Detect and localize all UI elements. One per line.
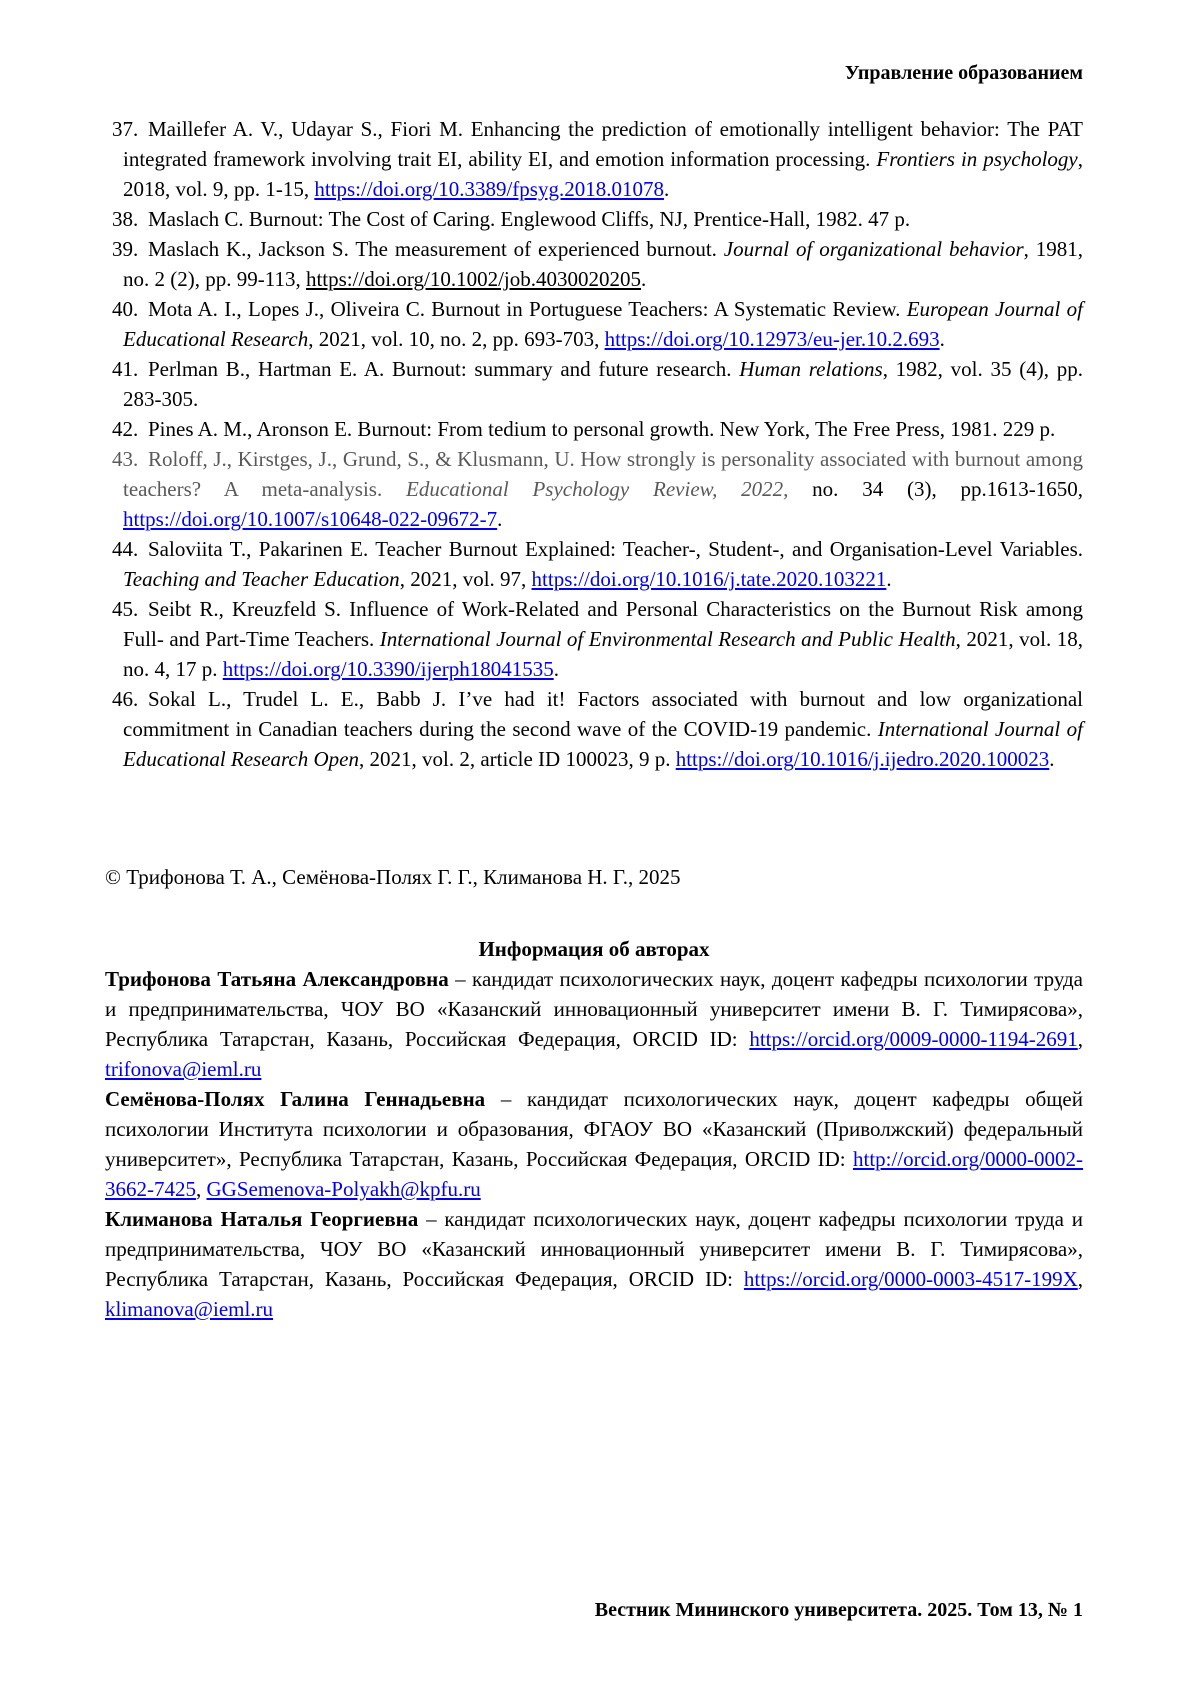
text-segment: Roloff, J., Kirstges, J., Grund, S., & Klusmann, U. How strongly is personality associated with burnout among teachers? A meta-analysis. (123, 447, 1083, 501)
reference-number: 40. (112, 297, 139, 321)
text-segment: International Journal of Educational Research Open (123, 717, 1083, 771)
text-segment: – кандидат психологических наук, доцент кафедры общей психологии Института психологии и образования, ФГАОУ ВО «Казанский (Приволжский) федеральный университет», Республика Татарстан, Казань, Российская Федерация, ORCID ID: (105, 1087, 1083, 1171)
author-name: Семёнова-Полях Галина Геннадьевна (105, 1087, 486, 1111)
doi-link[interactable]: https://doi.org/10.3390/ijerph18041535 (222, 657, 554, 681)
text-segment: , 2021, vol. 10, no. 2, pp. 693-703, (308, 327, 605, 351)
reference-item (112, 234, 1083, 294)
reference-item (112, 684, 1083, 774)
doi-link[interactable]: https://doi.org/10.1007/s10648-022-09672-7 (123, 507, 498, 531)
text-segment: . (939, 327, 945, 351)
text-segment: no. 34 (3), pp.1613-1650, (788, 477, 1083, 501)
doi-link[interactable]: https://doi.org/10.1016/j.ijedro.2020.100023 (675, 747, 1050, 771)
running-header: Управление образованием (844, 62, 1083, 84)
authors-info-block (105, 964, 1083, 1324)
text-segment: Maslach K., Jackson S. The measurement of experienced burnout. (148, 237, 724, 261)
text-segment: Mota A. I., Lopes J., Oliveira C. Burnout in Portuguese Teachers: A Systematic Review. (148, 297, 907, 321)
author-info (105, 1084, 1083, 1204)
text-segment: , (1077, 1267, 1083, 1291)
reference-item (112, 414, 1083, 444)
reference-number: 45. (112, 597, 139, 621)
text-segment: Educational Psychology Review, 2022, (406, 477, 789, 501)
reference-number: 44. (112, 537, 139, 561)
text-segment: . (553, 657, 559, 681)
reference-item (112, 594, 1083, 684)
reference-number: 46. (112, 687, 139, 711)
reference-number: 39. (112, 237, 139, 261)
reference-item (112, 534, 1083, 594)
author-info (105, 964, 1083, 1084)
text-segment: – кандидат психологических наук, доцент кафедры психологии труда и предпринимательства, ЧОУ ВО «Казанский инновационный университет имени В. Г. Тимирясова», Республика Татарстан, Казань, Российская Федерация, ORCID ID: (105, 967, 1084, 1051)
text-segment: Maslach C. Burnout: The Cost of Caring. Englewood Cliffs, NJ, Prentice-Hall, 1982. 47 p. (148, 207, 911, 231)
text-segment: . (641, 267, 647, 291)
reference-number: 37. (112, 117, 139, 141)
reference-number: 38. (112, 207, 139, 231)
text-segment: Saloviita T., Pakarinen E. Teacher Burnout Explained: Teacher-, Student-, and Organisation-Level Variables. (148, 537, 1083, 561)
reference-number: 41. (112, 357, 139, 381)
journal-footer: Вестник Мининского университета. 2025. Том 13, № 1 (594, 1599, 1083, 1621)
text-segment: Maillefer A. V., Udayar S., Fiori M. Enhancing the prediction of emotionally intelligent behavior: The PAT integrated framework involving trait EI, ability EI, and emotion information processing. (123, 117, 1083, 171)
orcid-link[interactable]: http://orcid.org/0000-0002-3662-7425 (105, 1147, 1083, 1201)
doi-link[interactable]: https://doi.org/10.1002/job.4030020205 (305, 267, 641, 291)
text-segment: . (886, 567, 892, 591)
text-segment: Teaching and Teacher Education (123, 567, 400, 591)
copyright-line: © Трифонова Т. А., Семёнова-Полях Г. Г., Климанова Н. Г., 2025 (105, 865, 681, 889)
reference-item (112, 294, 1083, 354)
reference-item (112, 444, 1083, 534)
text-segment: , 2021, vol. 18, no. 4, 17 p. (123, 627, 1083, 681)
references-list (105, 114, 1083, 774)
text-segment: Pines A. M., Aronson E. Burnout: From tedium to personal growth. New York, The Free Press, 1981. 229 p. (148, 417, 1056, 441)
doi-link[interactable]: https://doi.org/10.1016/j.tate.2020.103221 (531, 567, 887, 591)
text-segment: Sokal L., Trudel L. E., Babb J. I’ve had it! Factors associated with burnout and low organizational commitment in Canadian teachers during the second wave of the COVID-19 pandemic. (123, 687, 1083, 741)
doi-link[interactable]: https://doi.org/10.3389/fpsyg.2018.01078 (314, 177, 664, 201)
text-segment: European Journal of Educational Research (123, 297, 1083, 351)
author-name: Климанова Наталья Георгиевна (105, 1207, 419, 1231)
email-link[interactable]: trifonova@ieml.ru (105, 1057, 262, 1081)
reference-number: 43. (112, 447, 139, 471)
text-segment: , (1077, 1027, 1083, 1051)
authors-section-heading: Информация об авторах (478, 937, 710, 961)
orcid-link[interactable]: https://orcid.org/0000-0003-4517-199X (743, 1267, 1078, 1291)
text-segment: . (663, 177, 670, 201)
author-name: Трифонова Татьяна Александровна (105, 967, 449, 991)
reference-number: 42. (112, 417, 139, 441)
text-segment: Human relations (739, 357, 883, 381)
text-segment: , 1982, vol. 35 (4), pp. 283-305. (123, 357, 1083, 411)
text-segment: , 2021, vol. 2, article ID 100023, 9 p. (359, 747, 676, 771)
text-segment: International Journal of Environmental Research and Public Health (379, 627, 956, 651)
text-segment: , 1981, no. 2 (2), pp. 99-113, (123, 237, 1083, 291)
text-segment: . (1049, 747, 1055, 771)
email-link[interactable]: GGSemenova-Polyakh@kpfu.ru (206, 1177, 481, 1201)
text-segment: , 2021, vol. 97, (399, 567, 532, 591)
text-segment: , (196, 1177, 207, 1201)
orcid-link[interactable]: https://orcid.org/0009-0000-1194-2691 (749, 1027, 1078, 1051)
text-segment: Perlman B., Hartman E. A. Burnout: summary and future research. (148, 357, 740, 381)
text-segment: – кандидат психологических наук, доцент кафедры психологии труда и предпринимательства, ЧОУ ВО «Казанский инновационный университет имени В. Г. Тимирясова», Республика Татарстан, Казань, Российская Федерация, ORCID ID: (105, 1207, 1083, 1291)
reference-item (112, 204, 1083, 234)
text-segment: Seibt R., Kreuzfeld S. Influence of Work-Related and Personal Characteristics on the Burnout Risk among Full- and Part-Time Teachers. (123, 597, 1083, 651)
text-segment: . (497, 507, 503, 531)
doi-link[interactable]: https://doi.org/10.12973/eu-jer.10.2.693 (604, 327, 940, 351)
author-info (105, 1204, 1083, 1324)
text-segment: Frontiers in psychology (876, 147, 1078, 171)
text-segment: , 2018, vol. 9, pp. 1-15, (123, 147, 1084, 201)
email-link[interactable]: klimanova@ieml.ru (105, 1297, 274, 1321)
page-content (105, 58, 1083, 1324)
text-segment: Journal of organizational behavior (723, 237, 1024, 261)
reference-item (112, 354, 1083, 414)
reference-item (112, 114, 1084, 204)
